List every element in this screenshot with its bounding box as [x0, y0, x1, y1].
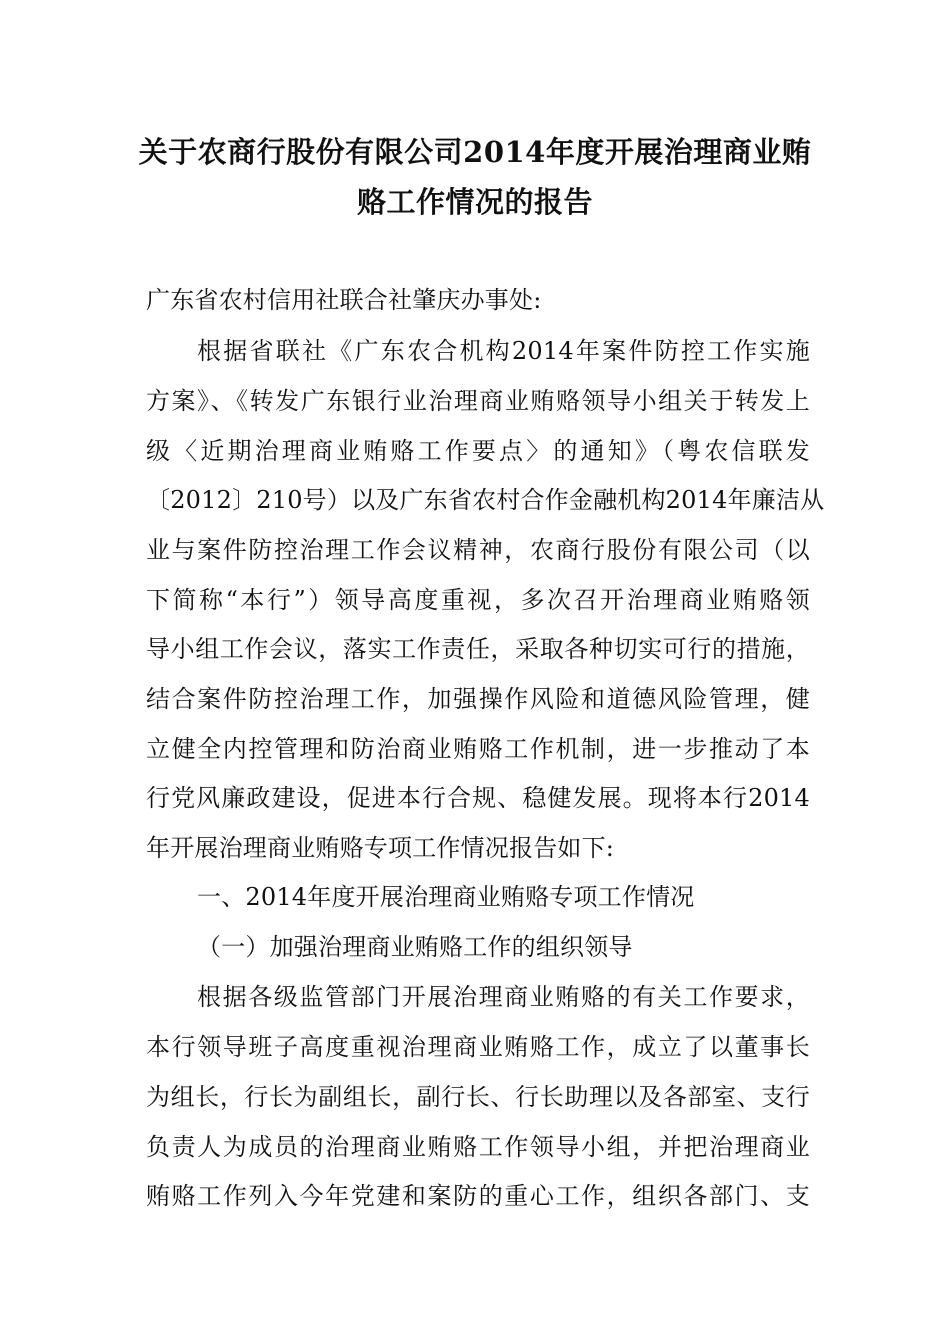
paragraph-1-line-2: 方案》、《转发广东银行业治理商业贿赂领导小组关于转发上 — [146, 387, 810, 415]
paragraph-2-line-4: 负责人为成员的治理商业贿赂工作领导小组，并把治理商业 — [146, 1133, 810, 1161]
paragraph-1-line-3: 级〈近期治理商业贿赂工作要点〉的通知》（粤农信联发 — [146, 437, 810, 465]
paragraph-2-line-1: 根据各级监管部门开展治理商业贿赂的有关工作要求， — [197, 983, 810, 1011]
paragraph-1-line-10: 行党风廉政建设，促进本行合规、稳健发展。现将本行2014 — [146, 784, 810, 812]
paragraph-1-line-7: 导小组工作会议，落实工作责任，采取各种切实可行的措施， — [146, 635, 810, 663]
salutation: 广东省农村信用社联合社肇庆办事处: — [146, 286, 542, 314]
document-title-line-1: 关于农商行股份有限公司2014年度开展治理商业贿 — [138, 135, 812, 169]
paragraph-2-line-2: 本行领导班子高度重视治理商业贿赂工作，成立了以董事长 — [146, 1033, 810, 1061]
paragraph-1-line-11: 年开展治理商业贿赂专项工作情况报告如下: — [146, 834, 615, 862]
document-title-line-2: 赂工作情况的报告 — [356, 185, 593, 219]
paragraph-1-line-1: 根据省联社《广东农合机构2014年案件防控工作实施 — [197, 337, 810, 365]
paragraph-1-line-9: 立健全内控管理和防治商业贿赂工作机制，进一步推动了本 — [146, 735, 810, 763]
paragraph-1-line-6: 下简称“本行”）领导高度重视，多次召开治理商业贿赂领 — [146, 586, 810, 614]
paragraph-1-line-5: 业与案件防控治理工作会议精神，农商行股份有限公司（以 — [146, 536, 810, 564]
paragraph-1-line-8: 结合案件防控治理工作，加强操作风险和道德风险管理，健 — [146, 685, 810, 713]
section-heading-2: （一）加强治理商业贿赂工作的组织领导 — [197, 933, 633, 961]
paragraph-2-line-3: 为组长，行长为副组长，副行长、行长助理以及各部室、支行 — [146, 1083, 810, 1111]
section-heading-1: 一、2014年度开展治理商业贿赂专项工作情况 — [197, 883, 695, 911]
paragraph-1-line-4: 〔2012〕210号）以及广东省农村合作金融机构2014年廉洁从 — [146, 486, 825, 514]
paragraph-2-line-5: 贿赂工作列入今年党建和案防的重心工作，组织各部门、支 — [146, 1182, 810, 1210]
